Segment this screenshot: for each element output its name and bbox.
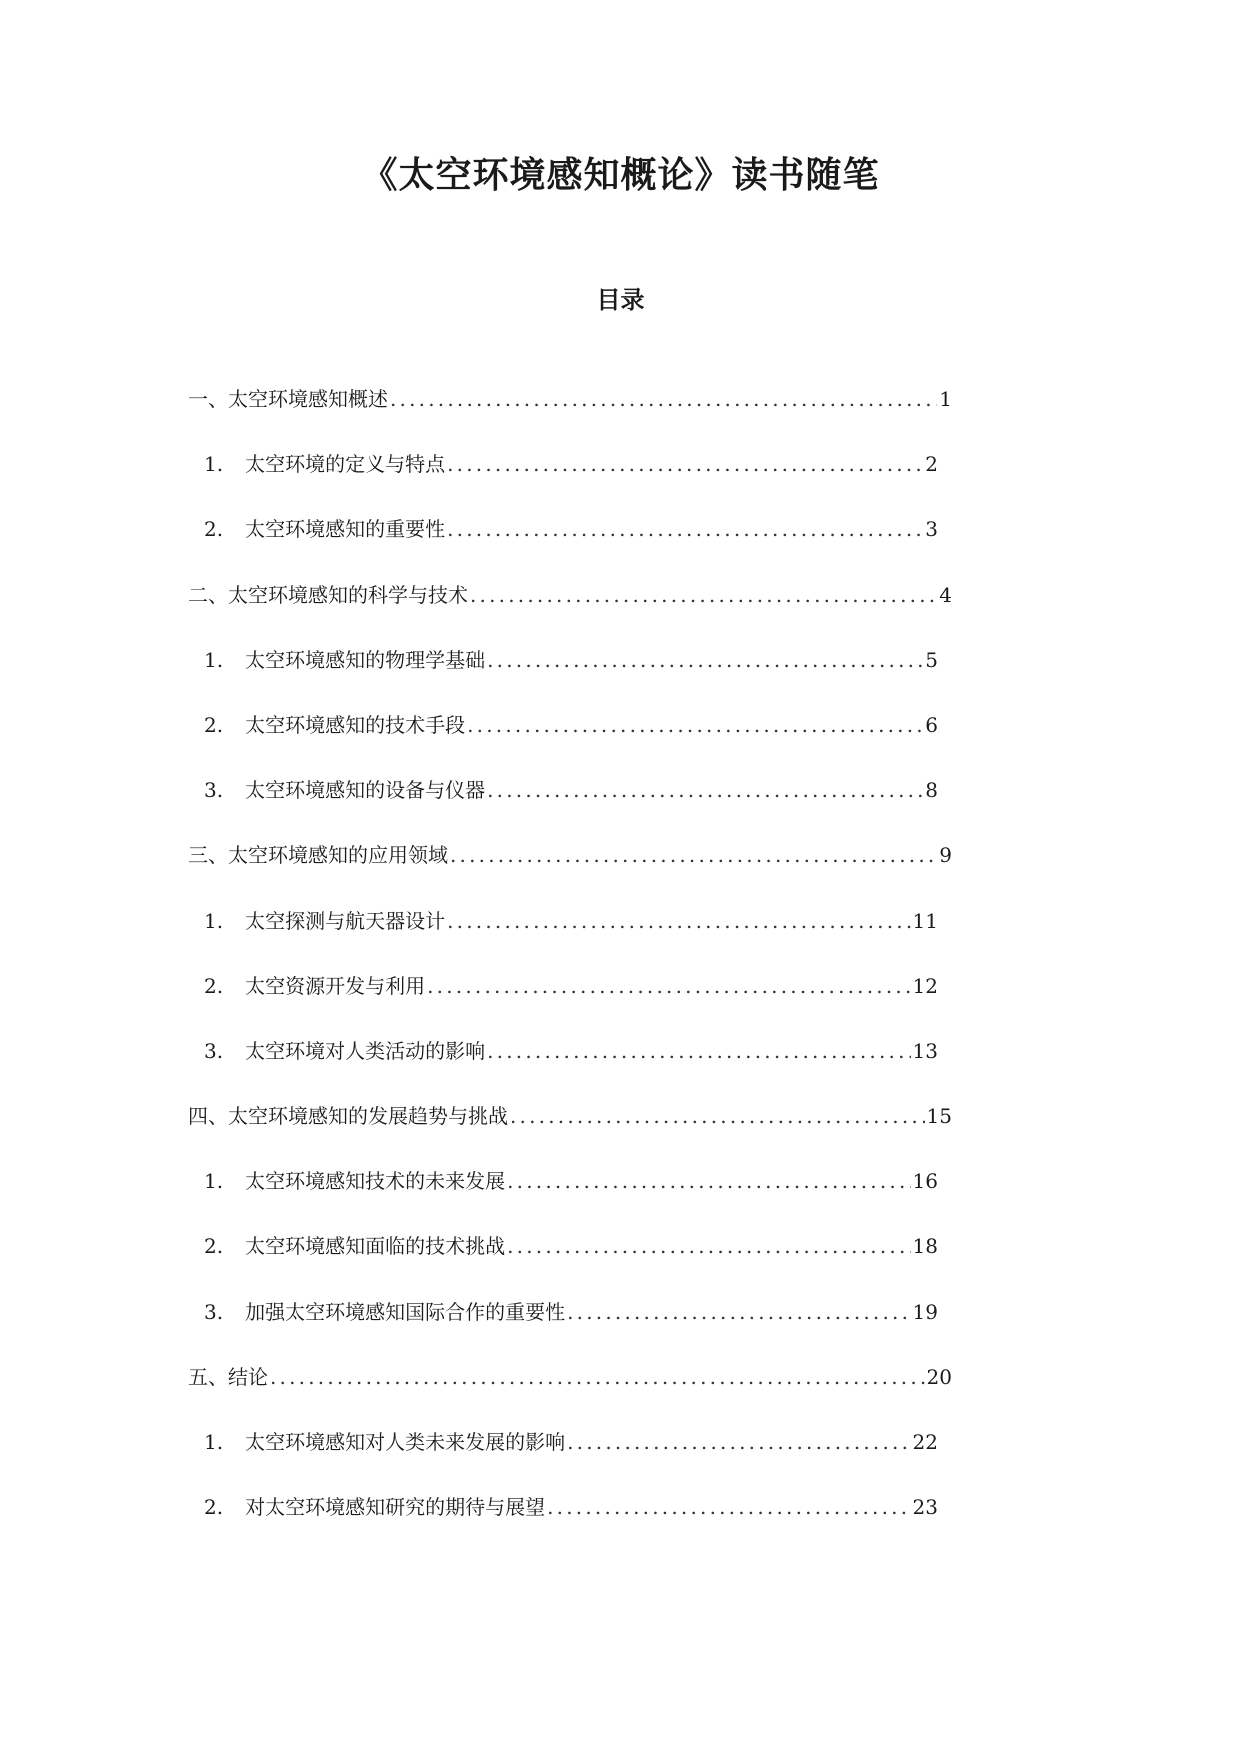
toc-page-number: 18 xyxy=(912,1234,938,1259)
toc-entry-number: 2. xyxy=(204,973,224,998)
toc-link[interactable] xyxy=(204,1427,938,1457)
toc-page-number: 4 xyxy=(939,582,952,607)
toc-entry-number: 1. xyxy=(204,452,224,477)
toc-page-number: 11 xyxy=(912,908,938,933)
toc-entry xyxy=(0,710,1241,775)
toc-page-number: 3 xyxy=(925,517,938,542)
toc-page-number: 15 xyxy=(926,1104,952,1129)
toc-entry xyxy=(0,971,1241,1036)
toc-page-number: 8 xyxy=(925,778,938,803)
toc-entry-number: 3. xyxy=(204,1299,224,1324)
toc-dot-leader xyxy=(547,1492,910,1522)
toc-page-number: 16 xyxy=(912,1169,938,1194)
toc-entry-number: 2. xyxy=(204,712,224,737)
toc-dot-leader xyxy=(567,1297,910,1327)
toc-page-number: 19 xyxy=(912,1299,938,1324)
toc-dot-leader xyxy=(447,449,923,479)
toc-link[interactable] xyxy=(204,710,938,740)
toc-entry-number: 1. xyxy=(204,1169,224,1194)
toc-link[interactable] xyxy=(204,971,938,1001)
toc-dot-leader xyxy=(270,1362,925,1392)
toc-entry xyxy=(0,1362,1241,1427)
toc-entry-title: 五、结论 xyxy=(188,1364,268,1389)
toc-heading: 目录 xyxy=(596,285,645,314)
toc-entry xyxy=(0,384,1241,449)
toc-entry xyxy=(0,1166,1241,1231)
toc-entry xyxy=(0,1036,1241,1101)
toc-entry-number: 3. xyxy=(204,778,224,803)
toc-page-number: 22 xyxy=(912,1430,938,1454)
toc-entry xyxy=(0,514,1241,579)
toc-entry-title: 太空环境感知面临的技术挑战 xyxy=(245,1234,506,1259)
toc-entry-title: 加强太空环境感知国际合作的重要性 xyxy=(245,1299,566,1324)
toc-link[interactable] xyxy=(188,580,952,610)
toc-dot-leader xyxy=(390,384,937,414)
toc-page-number: 9 xyxy=(939,843,952,868)
toc-link[interactable] xyxy=(204,1492,938,1522)
toc-entry-number: 1. xyxy=(204,647,224,672)
toc-entry-title: 三、太空环境感知的应用领域 xyxy=(188,843,448,868)
toc-entry-title: 二、太空环境感知的科学与技术 xyxy=(188,582,468,607)
toc-entry xyxy=(0,1101,1241,1166)
document-title: 《太空环境感知概论》读书随笔 xyxy=(361,154,880,196)
toc-dot-leader xyxy=(487,645,923,675)
toc-page-number: 5 xyxy=(925,647,938,672)
toc-entry-title: 对太空环境感知研究的期待与展望 xyxy=(245,1495,546,1520)
toc-link[interactable] xyxy=(204,645,938,675)
toc-dot-leader xyxy=(507,1231,910,1261)
toc-entry-title: 太空环境感知的设备与仪器 xyxy=(245,778,486,803)
toc-link[interactable] xyxy=(204,1036,938,1066)
toc-link[interactable] xyxy=(204,775,938,805)
toc-entry xyxy=(0,449,1241,514)
toc-entry-number: 3. xyxy=(204,1038,224,1063)
toc-dot-leader xyxy=(467,710,923,740)
toc-dot-leader xyxy=(510,1101,925,1131)
toc-link[interactable] xyxy=(188,1101,952,1131)
toc-dot-leader xyxy=(487,1036,910,1066)
toc-entry-title: 四、太空环境感知的发展趋势与挑战 xyxy=(188,1104,508,1129)
toc-entry-title: 太空环境感知技术的未来发展 xyxy=(245,1169,506,1194)
toc-entry xyxy=(0,840,1241,905)
toc-entry xyxy=(0,775,1241,840)
toc-entry-title: 太空探测与航天器设计 xyxy=(245,908,446,933)
toc-dot-leader xyxy=(450,840,937,870)
toc-dot-leader xyxy=(447,514,923,544)
toc-entry xyxy=(0,1297,1241,1362)
toc-page-number: 6 xyxy=(925,712,938,737)
toc-entry-title: 太空环境感知的物理学基础 xyxy=(245,647,486,672)
toc-entry xyxy=(0,645,1241,710)
table-of-contents xyxy=(0,384,1241,1557)
toc-link[interactable] xyxy=(204,1231,938,1261)
toc-page-number: 1 xyxy=(939,387,952,411)
toc-dot-leader xyxy=(507,1166,910,1196)
toc-link[interactable] xyxy=(204,514,938,544)
toc-link[interactable] xyxy=(188,840,952,870)
toc-entry-title: 太空环境对人类活动的影响 xyxy=(245,1038,486,1063)
toc-link[interactable] xyxy=(204,1297,938,1327)
toc-link[interactable] xyxy=(188,1362,952,1392)
toc-link[interactable] xyxy=(188,384,952,414)
toc-entry xyxy=(0,1492,1241,1557)
toc-dot-leader xyxy=(470,580,937,610)
toc-link[interactable] xyxy=(204,449,938,479)
toc-entry-number: 2. xyxy=(204,517,224,542)
toc-entry-title: 太空环境感知的技术手段 xyxy=(245,712,466,737)
toc-dot-leader xyxy=(447,906,910,936)
toc-page-number: 23 xyxy=(912,1495,938,1520)
toc-entry-number: 1. xyxy=(204,908,224,933)
toc-dot-leader xyxy=(567,1427,910,1457)
toc-entry-title: 太空环境感知的重要性 xyxy=(245,517,446,542)
toc-link[interactable] xyxy=(204,906,938,936)
toc-page-number: 2 xyxy=(925,452,938,477)
toc-entry-title: 太空资源开发与利用 xyxy=(245,973,426,998)
toc-entry-title: 太空环境感知对人类未来发展的影响 xyxy=(245,1430,566,1454)
toc-entry-number: 1. xyxy=(204,1430,224,1454)
toc-entry xyxy=(0,1427,1241,1492)
toc-entry-title: 一、太空环境感知概述 xyxy=(188,387,388,411)
toc-entry-number: 2. xyxy=(204,1234,224,1259)
toc-entry-number: 2. xyxy=(204,1495,224,1520)
toc-link[interactable] xyxy=(204,1166,938,1196)
toc-page-number: 13 xyxy=(912,1038,938,1063)
toc-entry xyxy=(0,580,1241,645)
toc-page-number: 20 xyxy=(926,1364,952,1389)
toc-dot-leader xyxy=(427,971,910,1001)
toc-entry-title: 太空环境的定义与特点 xyxy=(245,452,446,477)
toc-dot-leader xyxy=(487,775,923,805)
toc-page-number: 12 xyxy=(912,973,938,998)
toc-entry xyxy=(0,906,1241,971)
toc-entry xyxy=(0,1231,1241,1296)
